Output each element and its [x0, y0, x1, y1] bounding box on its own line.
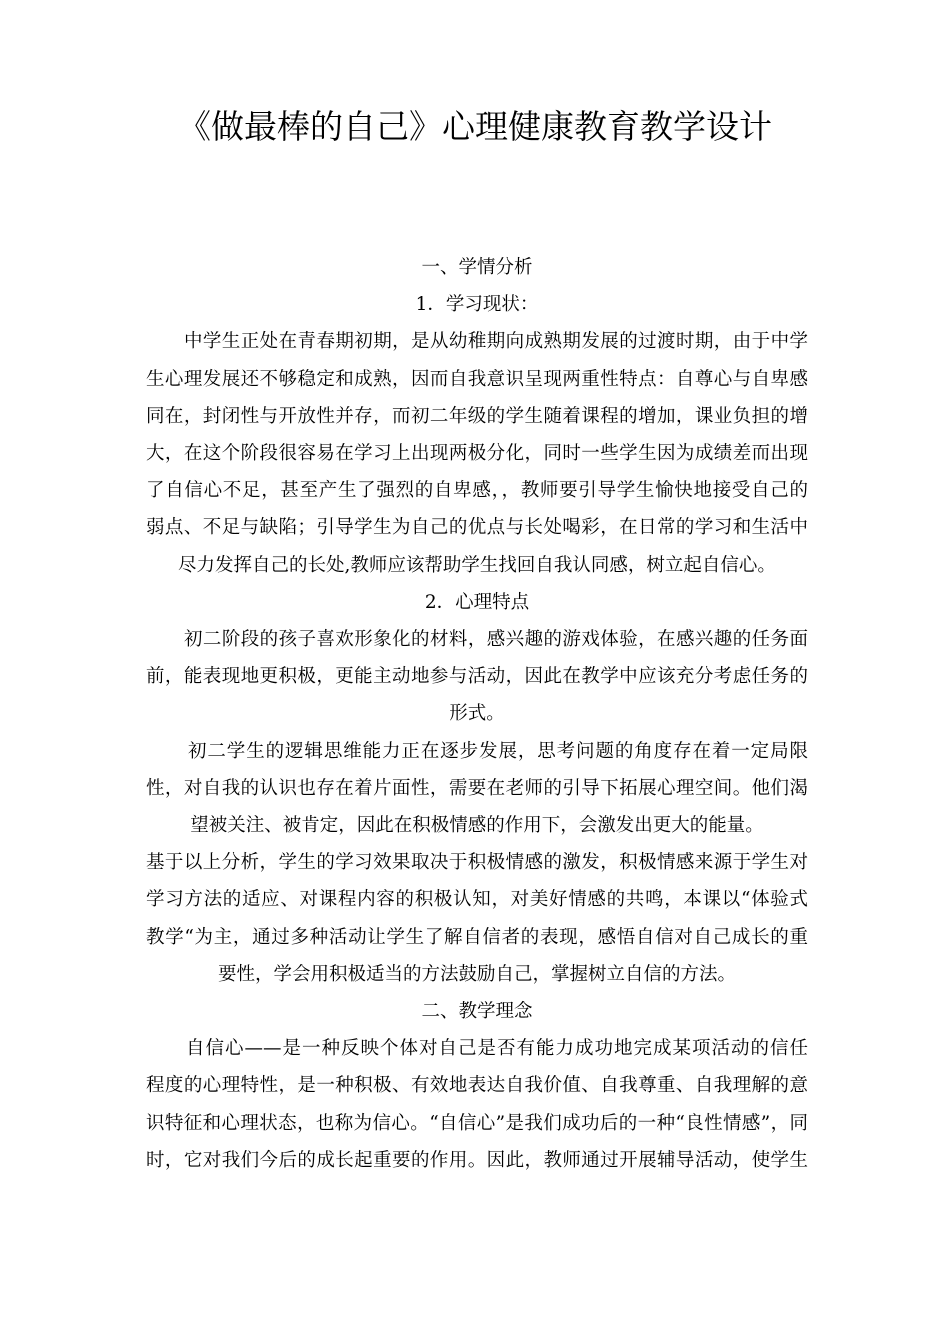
text-line: 识特征和心理状态，也称为信心。“自信心”是我们成功后的一种“良性情感”，同 — [146, 1112, 808, 1134]
text-line: 初二阶段的孩子喜欢形象化的材料，感兴趣的游戏体验，在感兴趣的任务面 — [184, 629, 808, 650]
text-line: 教学“为主，通过多种活动让学生了解自信者的表现，感悟自信对自己成长的重 — [146, 926, 808, 948]
text-line: 性，对自我的认识也存在着片面性，需要在老师的引导下拓展心理空间。他们渴 — [146, 777, 808, 799]
text-line: 1．学习现状： — [415, 294, 539, 316]
text-line: 程度的心理特性，是一种积极、有效地表达自我价值、自我尊重、自我理解的意 — [146, 1075, 808, 1097]
text-line: 一、学情分析 — [421, 257, 533, 278]
text-line: 自信心——是一种反映个体对自己是否有能力成功地完成某项活动的信任 — [186, 1038, 808, 1060]
text-line: 学习方法的适应、对课程内容的积极认知，对美好情感的共鸣，本课以“体验式 — [146, 889, 808, 911]
text-line: 基于以上分析，学生的学习效果取决于积极情感的激发，积极情感来源于学生对 — [146, 852, 808, 874]
text-line: 前，能表现地更积极，更能主动地参与活动，因此在教学中应该充分考虑任务的 — [146, 666, 808, 688]
text-line: 尽力发挥自己的长处,教师应该帮助学生找回自我认同感，树立起自信心。 — [178, 554, 776, 576]
text-line: 2．心理特点 — [424, 591, 530, 613]
text-line: 生心理发展还不够稳定和成熟，因而自我意识呈现两重性特点：自尊心与自卑感 — [146, 368, 808, 390]
text-line: 大，在这个阶段很容易在学习上出现两极分化，同时一些学生因为成绩差而出现 — [146, 443, 808, 464]
text-line: 中学生正处在青春期初期，是从幼稚期向成熟期发展的过渡时期，由于中学 — [184, 331, 808, 353]
text-line: 弱点、不足与缺陷；引导学生为自己的优点与长处喝彩，在日常的学习和生活中 — [146, 517, 808, 539]
text-line: 二、教学理念 — [421, 1001, 533, 1022]
text-line: 初二学生的逻辑思维能力正在逐步发展，思考问题的角度存在着一定局限 — [188, 740, 808, 762]
text-line: 同在，封闭性与开放性并存，而初二年级的学生随着课程的增加，课业负担的增 — [146, 405, 808, 427]
text-line: 要性，学会用积极适当的方法鼓励自己，掌握树立自信的方法。 — [217, 963, 736, 985]
document-title: 《做最棒的自己》心理健康教育教学设计 — [178, 107, 772, 146]
text-line: 了自信心不足，甚至产生了强烈的自卑感，，教师要引导学生愉快地接受自己的 — [146, 480, 808, 502]
text-line: 望被关注、被肯定，因此在积极情感的作用下，会激发出更大的能量。 — [190, 815, 764, 836]
text-line: 时，它对我们今后的成长起重要的作用。因此，教师通过开展辅导活动，使学生 — [146, 1149, 808, 1171]
text-line: 形式。 — [449, 703, 505, 725]
